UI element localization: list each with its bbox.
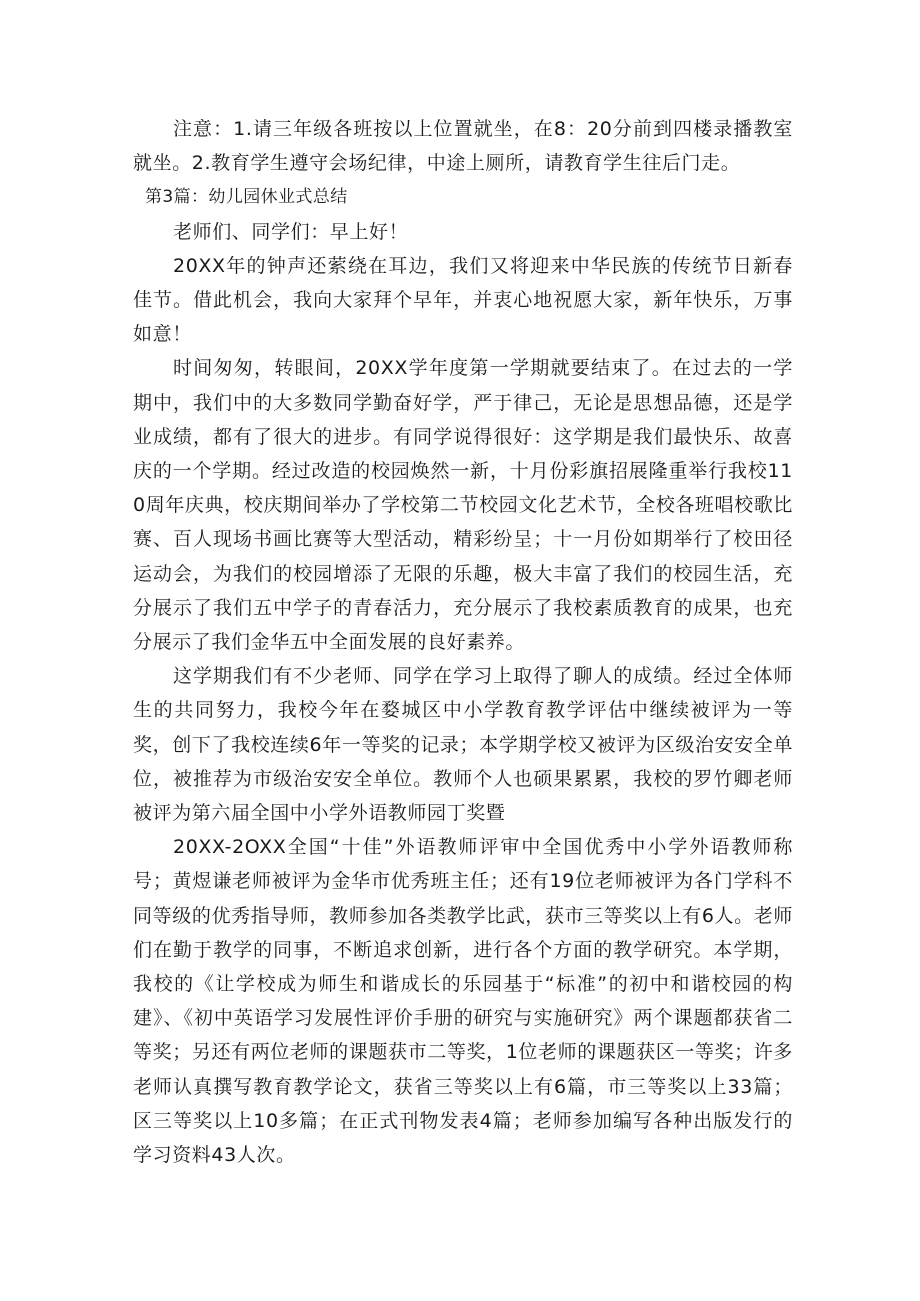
semester-review-paragraph: 时间匆匆，转眼间，20XX学年度第一学期就要结束了。在过去的一学期中，我们中的大多数同学勤奋好学，严于律己，无论是思想品德，还是学业成绩，都有了很大的进步。有同学说得很好：这学期是我们最快乐、故喜庆的一个学期。经过改造的校园焕然一新，十月份彩旗招展隆重举行我校110周年庆典，校庆期间举办了学校第二节校园文化艺术节，全校各班唱校歌比赛、百人现场书画比赛等大型活动，精彩纷呈；十一月份如期举行了校田径运动会，为我们的校园增添了无限的乐趣，极大丰富了我们的校园生活，充分展示了我们五中学子的青春活力，充分展示了我校素质教育的成果，也充分展示了我们金华五中全面发展的良好素养。 [133, 357, 793, 654]
new-year-paragraph: 20XX年的钟声还萦绕在耳边，我们又将迎来中华民族的传统节日新春佳节。借此机会，我向大家拜个早年，并衷心地祝愿大家，新年快乐，万事如意！ [133, 254, 793, 346]
greeting-paragraph: 老师们、同学们：早上好！ [173, 220, 409, 243]
note-paragraph: 注意：1.请三年级各班按以上位置就坐，在8：20分前到四楼录播教室就坐。2.教育学生遵守会场纪律，中途上厕所，请教育学生往后门走。 [133, 118, 793, 175]
achievements-paragraph: 这学期我们有不少老师、同学在学习上取得了聊人的成绩。经过全体师生的共同努力，我校今年在婺城区中小学教育教学评估中继续被评为一等奖，创下了我校连续6年一等奖的记录；本学期学校又被评为区级治安安全单位，被推荐为市级治安安全单位。教师个人也硕果累累，我校的罗竹卿老师被评为第六届全国中小学外语教师园丁奖暨 [133, 665, 793, 825]
section-title: 第3篇：幼儿园休业式总结 [145, 187, 348, 208]
teacher-awards-paragraph: 20XX-2OXX全国“十佳”外语教师评审中全国优秀中小学外语教师称号；黄煜谦老师被评为金华市优秀班主任；还有19位老师被评为各门学科不同等级的优秀指导师，教师参加各类教学比武，获市三等奖以上有6人。老师们在勤于教学的同事，不断追求创新，进行各个方面的教学研究。本学期，我校的《让学校成为师生和谐成长的乐园基于“标准”的初中和谐校园的构建》、《初中英语学习发展性评价手册的研究与实施研究》两个课题都获省二等奖；另还有两位老师的课题获市二等奖，1位老师的课题获区一等奖；许多老师认真撰写教育教学论文，获省三等奖以上有6篇，市三等奖以上33篇；区三等奖以上10多篇；在正式刊物发表4篇；老师参加编写各种出版发行的学习资料43人次。 [133, 836, 793, 1167]
document-body [133, 112, 793, 1172]
